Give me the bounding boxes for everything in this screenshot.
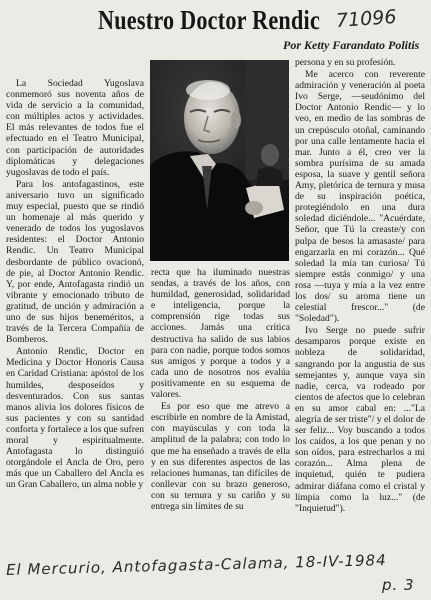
paragraph: Para los antofagastinos, este aniversario tuvo un significado muy especial, puesto que se rindió un homenaje al más querido y venerado de todos los yugoslavos residentes: el Doctor Antonio Rendic. Un Teatro Municipal desbordante de público ovacionó, de pie, al Doctor Antonio Rendic. Y, por ende, Antofagasta rindió un vibrante y emocionado tributo de gratitud, de unción y admiración a uno de sus hijos beneméritos, a través de la Tercera Compañía de Bomberos. bbox=[6, 178, 144, 346]
article-column-2 bbox=[151, 267, 290, 512]
paragraph: Antonio Rendic, Doctor en Medicina y Doctor Honoris Causa en Caridad Cristiana: apóstol de los humildes, desposeídos y desventurados. Con sus santas manos alivia los dolores físicos de sus pacientes y con su santidad conforta y fortalece a los que sufren moral y espiritualmente. Antofagasta lo distinguió otorgándole el Ancla de Oro, pero más que un Caballero del Ancla es un Gran Caballero, un alma noble y bbox=[6, 346, 144, 491]
portrait-image bbox=[150, 60, 289, 261]
portrait-photo bbox=[150, 60, 289, 261]
paragraph: La Sociedad Yugoslava conmemoró sus noventa años de vida de servicio a la comunidad, con múltiples actos y actividades. El más relevantes de todos fue el efectuado en el Teatro Municipal, con participación de autoridades diplomáticas y delegaciones yugoslavas de todo el país. bbox=[6, 78, 144, 178]
handwritten-source-note: El Mercurio, Antofagasta-Calama, 18-IV-1984 bbox=[5, 551, 387, 579]
article-column-3 bbox=[295, 57, 425, 514]
article-title: Nuestro Doctor Rendic bbox=[98, 5, 321, 35]
handwritten-page-number: p. 3 bbox=[382, 576, 415, 594]
archive-mark: 71096 bbox=[335, 5, 398, 33]
paragraph: persona y en su profesión. bbox=[295, 57, 396, 68]
paragraph: Ivo Serge no puede sufrir desamparos porque existe en nobleza de solidaridad, sangrando por la angustia de sus semejantes y, aunque vaya sin nadie, cerca, va rodeado por cientos de afectos que lo celebran en su amor cabal en: ..."La alegría de ser triste"/ y el dolor de ser feliz... Voy buscando a todos los caídos, a los que penan y no son oídos, para estrecharlos a mi corazón... Alma plena de inquietud, quién te pudiera admirar diáfana como el cristal y límpia como la luz..." (de "Inquietud"). bbox=[295, 325, 425, 514]
paragraph: Es por eso que me atrevo a escribirle en nombre de la Amistad, con mayúsculas y con toda la amplitud de la palabra; con todo lo que me ha enseñado a través de ella y en sus diferentes aspectos de las relaciones humanas, tan difíciles de conllevar con su brazo generoso, con su ternura y su cariño y su entrega sin límites de su bbox=[151, 401, 290, 512]
paragraph: recta que ha iluminado nuestras sendas, a través de los años, con humildad, generosidad, solidaridad e inteligencia, porque la comprensión rige todas sus acciones. Jamás una crítica destructiva ha salido de sus labios para con nadie, porque todos somos sus amigos y porque a todos y a cada uno de nosotros nos evalúa positivamente en su esquema de valores. bbox=[151, 267, 290, 401]
paragraph: Me acerco con reverente admiración y veneración al poeta Ivo Serge, —seudónimo del Doctor Antonio Rendic— y lo veo, en medio de las sombras de un crepúsculo otoñal, caminando por una calle lentamente hacia el mar. Junto a él, creo ver la sombra purísima de su amada esposa, la suave y gentil señora Amy, pletórica de ternura y musa de su inspiración poética, protegiéndolo en una dura soledad diciéndole... "Acuérdate, Señor, que Tú la creaste/y con pulpa de besos la amasaste/ para engarzarla en mi corazón... Qué soledad la mía tan curiosa/ Tú siempre estás conmigo/ y una rosa —tuya y mía a la vez entre los dos/ su aroma tiene un celestial frescor..." (de "Soledad"). bbox=[295, 69, 425, 325]
article-column-1 bbox=[6, 78, 144, 490]
article-byline: Por Ketty Farandato Politis bbox=[283, 38, 420, 52]
